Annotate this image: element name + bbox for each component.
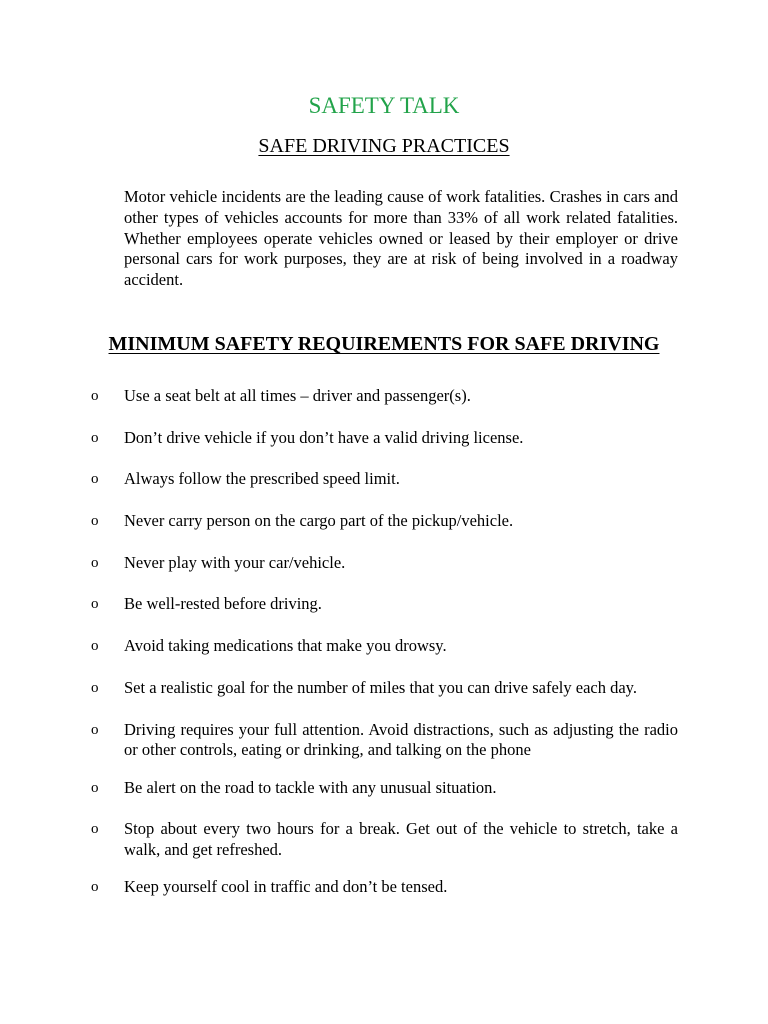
list-item-text: Always follow the prescribed speed limit. [124, 469, 400, 489]
bullet-icon: o [91, 554, 99, 571]
bullet-icon: o [91, 513, 99, 530]
bullet-icon: o [91, 638, 99, 655]
list-item [0, 720, 768, 762]
list-item-text: Driving requires your full attention. Avoid distractions, such as adjusting the radio or other controls, eating or drinking, and talking on the phone [124, 719, 678, 760]
bullet-icon: o [91, 429, 99, 446]
intro-paragraph: Motor vehicle incidents are the leading cause of work fatalities. Crashes in cars and other types of vehicles accounts for more than 33% of all work related fatalities. Whether employees operate vehicles owned or leased by their employer or drive personal cars for work purposes, they are at risk of being involved in a roadway accident. [124, 187, 678, 290]
list-item [0, 553, 768, 574]
list-item [0, 819, 768, 861]
list-item-text: Be alert on the road to tackle with any unusual situation. [124, 777, 497, 797]
list-item [0, 636, 768, 657]
bullet-icon: o [91, 679, 99, 696]
list-item-text: Avoid taking medications that make you drowsy. [124, 636, 447, 656]
list-item [0, 877, 768, 898]
list-item-text: Stop about every two hours for a break. Get out of the vehicle to stretch, take a walk, and get refreshed. [124, 819, 678, 860]
list-item [0, 678, 768, 699]
list-item [0, 386, 768, 407]
bullet-icon: o [91, 879, 99, 896]
bullet-icon: o [91, 821, 99, 838]
list-item [0, 469, 768, 490]
bullet-icon: o [91, 779, 99, 796]
section-heading: MINIMUM SAFETY REQUIREMENTS FOR SAFE DRIVING [108, 333, 660, 355]
list-item [0, 594, 768, 615]
list-item-text: Never play with your car/vehicle. [124, 552, 346, 572]
bullet-icon: o [91, 721, 99, 738]
document-subtitle: SAFE DRIVING PRACTICES [258, 135, 510, 157]
list-item [0, 778, 768, 799]
bullet-icon: o [91, 596, 99, 613]
bullet-icon: o [91, 388, 99, 404]
requirements-list [0, 386, 768, 919]
list-item-text: Never carry person on the cargo part of the pickup/vehicle. [124, 511, 514, 531]
page-title: SAFETY TALK [308, 93, 460, 118]
list-item-text: Keep yourself cool in traffic and don’t be tensed. [124, 877, 448, 897]
list-item-text: Set a realistic goal for the number of miles that you can drive safely each day. [124, 677, 637, 697]
list-item [0, 428, 768, 449]
list-item-text: Don’t drive vehicle if you don’t have a valid driving license. [124, 427, 524, 447]
list-item [0, 511, 768, 532]
bullet-icon: o [91, 471, 99, 488]
list-item-text: Use a seat belt at all times – driver and passenger(s). [124, 386, 471, 405]
list-item-text: Be well-rested before driving. [124, 594, 322, 614]
